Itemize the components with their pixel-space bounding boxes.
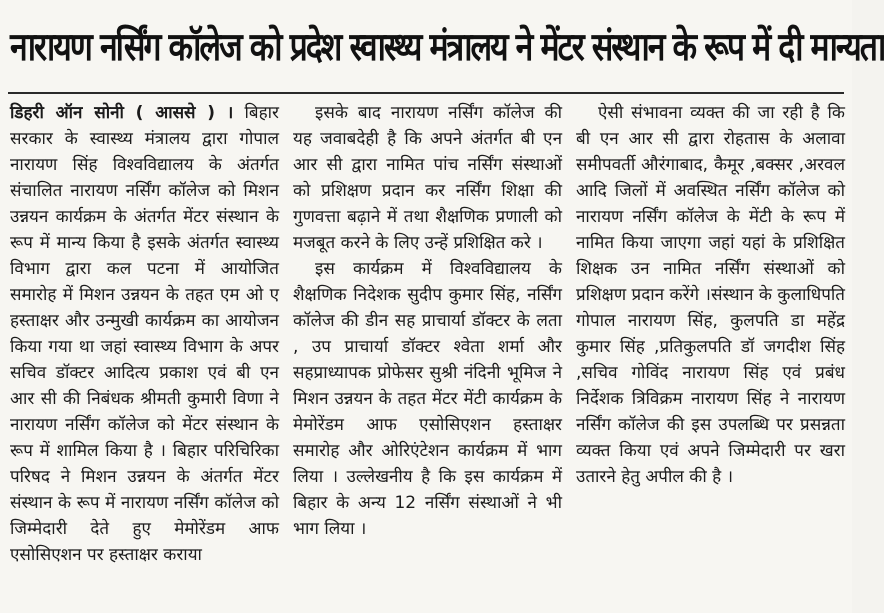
paragraph-2: इसके बाद नारायण नर्सिंग कॉलेज की यह जवाबदेही है कि अपने अंतर्गत बी एन आर सी द्वारा नामित पांच नर्सिंग संस्थाओं को प्रशिक्षण प्रदान कर नर्सिंग शिक्षा की गुणवत्ता बढ़ाने में तथा शैक्षणिक प्रणाली को मजबूत करने के लिए उन्हें प्रशिक्षित करे । bbox=[293, 103, 562, 253]
headline-rule bbox=[8, 92, 844, 94]
paragraph-3: इस कार्यक्रम में विश्वविद्यालय के शैक्षणिक निदेशक सुदीप कुमार सिंह, नर्सिंग कॉलेज की डीन सह प्राचार्या डॉक्टर के लता , उप प्राचार्या डॉक्टर श्वेता शर्मा और सहप्राध्यापक प्रोफेसर सुश्री नंदिनी भूमिज ने मिशन उन्नयन के तहत मेंटर मेंटी कार्यक्रम के मेमोरेंडम आफ एसोसिएशन हस्ताक्षर समारोह और ओरिएंटेशन कार्यक्रम में भाग लिया । उल्लेखनीय है कि इस कार्यक्रम में बिहार के अन्य 12 नर्सिंग संस्थाओं ने भी भाग लिया । bbox=[293, 259, 562, 539]
column-1 bbox=[10, 100, 279, 610]
article-body bbox=[10, 100, 845, 610]
headline: नारायण नर्सिंग कॉलेज को प्रदेश स्वास्थ्य मंत्रालय ने मेंटर संस्थान के रूप में दी मान्यता bbox=[10, 25, 884, 70]
column-2 bbox=[293, 100, 562, 610]
dateline: डिहरी ऑन सोनी ( आससे ) । bbox=[10, 103, 234, 123]
column-3 bbox=[576, 100, 845, 610]
paragraph-4: ऐसी संभावना व्यक्त की जा रही है कि बी एन आर सी द्वारा रोहतास के अलावा समीपवर्ती औरंगाबाद, कैमूर ,बक्सर ,अरवल आदि जिलों में अवस्थित नर्सिंग कॉलेज को नारायण नर्सिंग कॉलेज के मेंटी के रूप में नामित किया जाएगा जहां यहां के प्रशिक्षित शिक्षक उन नामित नर्सिंग संस्थाओं को प्रशिक्षण प्रदान करेंगे ।संस्थान के कुलाधिपति गोपाल नारायण सिंह, कुलपति डा महेंद्र कुमार सिंह ,प्रतिकुलपति डॉ जगदीश सिंह ,सचिव गोविंद नारायण सिंह एवं प्रबंध निर्देशक त्रिविक्रम नारायण सिंह ने नारायण नर्सिंग कॉलेज की इस उपलब्धि पर प्रसन्नता व्यक्त किया एवं अपने जिम्मेदारी पर खरा उतारने हेतु अपील की है । bbox=[576, 103, 845, 487]
paragraph-1: बिहार सरकार के स्वास्थ्य मंत्रालय द्वारा गोपाल नारायण सिंह विश्वविद्यालय के अंतर्गत संचालित नारायण नर्सिंग कॉलेज को मिशन उन्नयन कार्यक्रम के अंतर्गत मेंटर संस्थान के रूप में मान्य किया है इसके अंतर्गत स्वास्थ्य विभाग द्वारा कल पटना में आयोजित समारोह में मिशन उन्नयन के तहत एम ओ ए हस्ताक्षर और उन्मुखी कार्यक्रम का आयोजन किया गया था जहां स्वास्थ्य विभाग के अपर सचिव डॉक्टर आदित्य प्रकाश एवं बी एन आर सी की निबंधक श्रीमती कुमारी विणा ने नारायण नर्सिंग कॉलेज को मेंटर संस्थान के रूप में शामिल किया है । बिहार परिचिरिका परिषद ने मिशन उन्नयन के अंतर्गत मेंटर संस्थान के रूप में नारायण नर्सिंग कॉलेज को जिम्मेदारी देते हुए मेमोरेंडम आफ एसोसिएशन पर हस्ताक्षर कराया bbox=[10, 103, 279, 565]
